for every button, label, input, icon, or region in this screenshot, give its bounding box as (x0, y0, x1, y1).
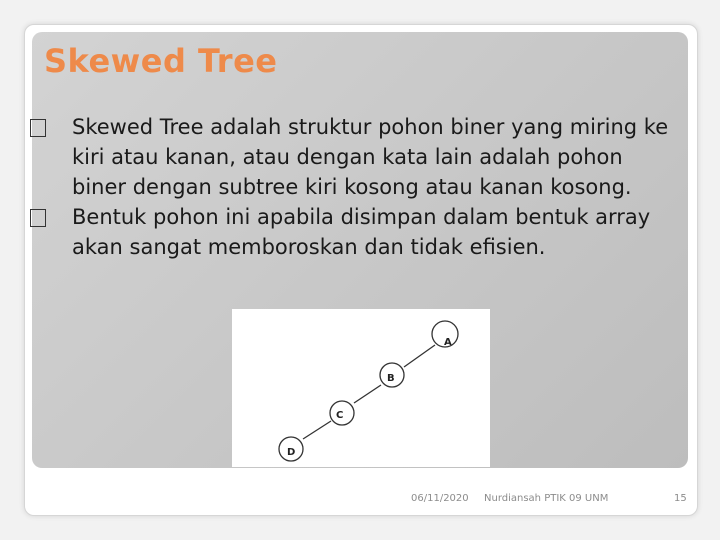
tree-node-label: A (444, 337, 452, 348)
skewed-tree-figure (232, 309, 490, 467)
skewed-tree-diagram (232, 309, 490, 467)
bullet-text: Bentuk pohon ini apabila disimpan dalam bentuk array akan sangat memboroskan dan tidak efisien. (72, 205, 651, 259)
bullet-item (30, 202, 680, 262)
tree-edge-a-b (404, 345, 435, 367)
square-bullet-icon (30, 209, 46, 227)
tree-edge-c-d (303, 421, 331, 439)
slide-title: Skewed Tree (44, 42, 278, 80)
footer-page-number: 15 (674, 493, 687, 504)
square-bullet-icon (30, 119, 46, 137)
tree-edge-b-c (354, 385, 381, 403)
footer-author: Nurdiansah PTIK 09 UNM (484, 493, 609, 504)
bullet-item (30, 112, 680, 202)
tree-node-label: C (336, 410, 344, 421)
slide-body (30, 112, 680, 262)
footer-date: 06/11/2020 (411, 493, 469, 504)
tree-node-label: B (387, 373, 395, 384)
tree-node-label: D (287, 447, 296, 458)
bullet-text: Skewed Tree adalah struktur pohon biner yang miring ke kiri atau kanan, atau dengan kata lain adalah pohon biner dengan subtree kiri kosong atau kanan kosong. (72, 115, 669, 199)
